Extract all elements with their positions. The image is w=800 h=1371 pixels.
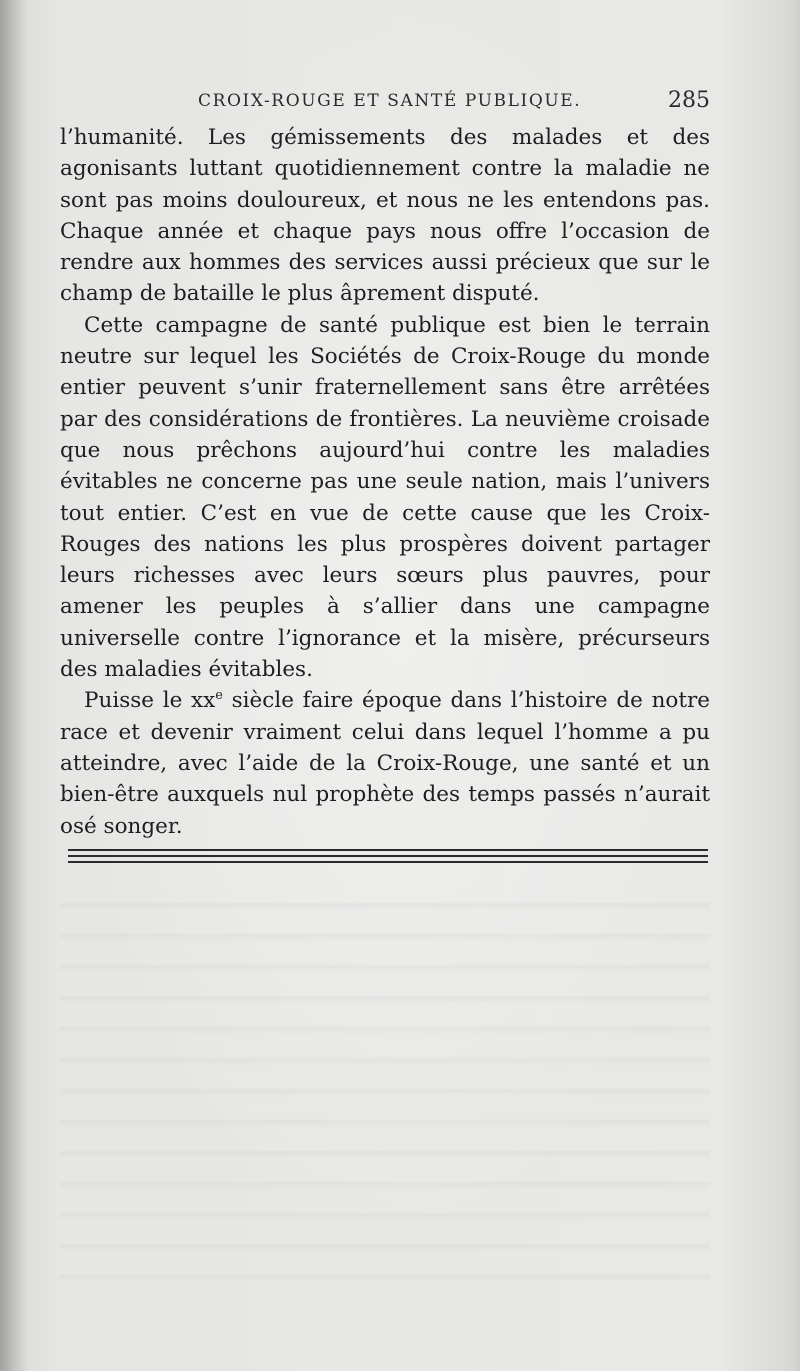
paragraph-1: l’humanité. Les gémissements des malades et des agonisants luttant quotidiennement contre la maladie ne sont pas moins douloureux, et nous ne les entendons pas. Chaque année et chaque pays nous offre l’occasion de rendre aux hommes des services aussi précieux que sur le champ de bataille le plus âprement disputé. [60, 125, 710, 307]
running-head [60, 88, 710, 118]
gutter-shadow [0, 0, 28, 1371]
rule-line-2 [68, 855, 708, 857]
show-through-area [60, 880, 710, 1280]
paragraph-3-rest: siècle faire époque dans l’histoire de notre race et devenir vraiment celui dans lequel l’homme a pu atteindre, avec l’aide de la Croix-Rouge, une santé et un bien-être auxquels nul prophète des temps passés n’aurait osé songer. [60, 688, 710, 839]
page-number: 285 [668, 88, 710, 113]
running-title: CROIX-ROUGE ET SANTÉ PUBLIQUE. [198, 91, 582, 111]
century-superscript: e [215, 688, 223, 704]
paragraph-3-start: Puisse le xx [84, 688, 216, 714]
rule-line-1 [68, 849, 708, 851]
paragraph-3 [60, 685, 710, 841]
paragraph-2: Cette campagne de santé publique est bien le terrain neutre sur lequel les Sociétés de Croix-Rouge du monde entier peuvent s’unir fraternellement sans être arrêtées par des considérations de frontières. La neuvième croisade que nous prêchons aujourd’hui contre les maladies évitables ne concerne pas une seule nation, mais l’univers tout entier. C’est en vue de cette cause que les Croix-Rouges des nations les plus prospères doivent partager leurs richesses avec leurs sœurs plus pauvres, pour amener les peuples à s’allier dans une campagne universelle contre l’ignorance et la misère, précurseurs des maladies évitables. [60, 312, 710, 683]
rule-line-3 [68, 861, 708, 863]
body-text [60, 122, 710, 842]
end-of-chapter-rule [68, 849, 708, 867]
